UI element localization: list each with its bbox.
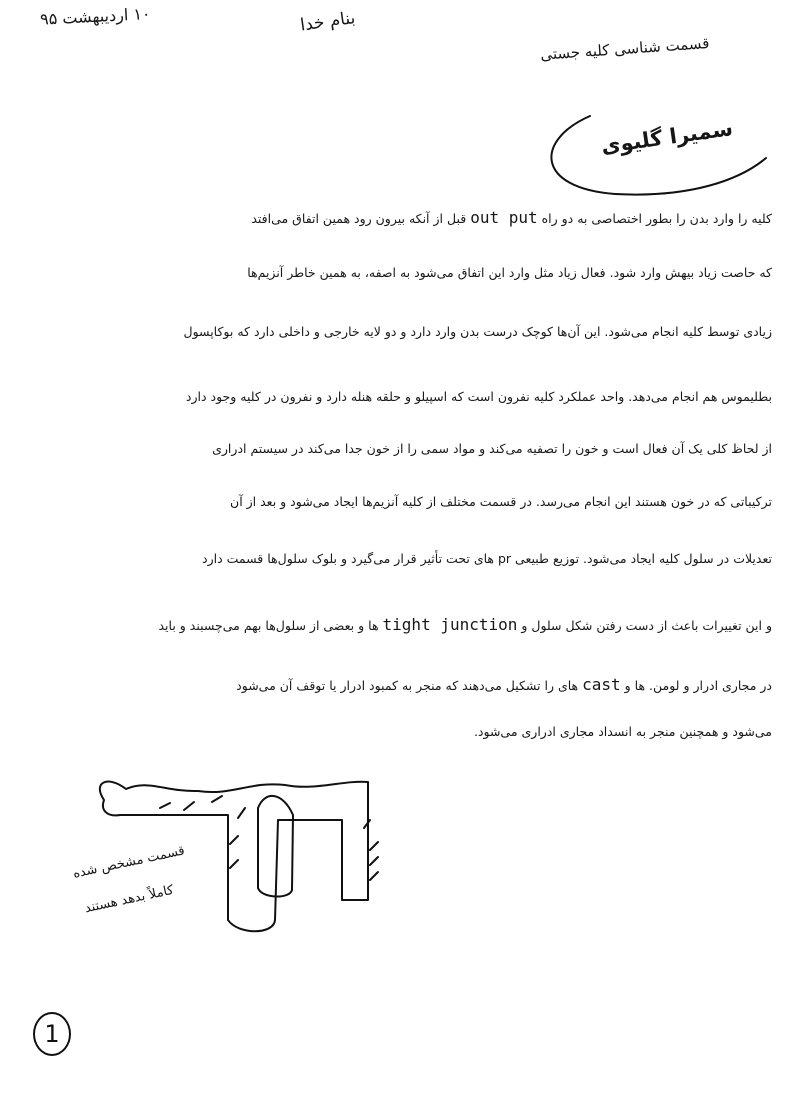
body-line-9-latin: cast (582, 675, 621, 694)
nephron-inner-loop (258, 796, 293, 897)
invocation-heading: بنام خدا (299, 8, 357, 36)
body-line-10: می‌شود و همچنین منجر به انسداد مجاری ادراری می‌شود. (473, 724, 772, 739)
body-line-2: که حاصت زیاد بیهش وارد شود. فعال زیاد مثل وارد این اتفاق می‌شود به اصفه، به همین خاطر آنزیم‌ها (247, 265, 772, 280)
figure-label-line-1: قسمت مشخص شده (71, 843, 187, 882)
body-line-9-part-a: در مجاری ادرار و لومن. ها و (620, 678, 772, 693)
body-line-1-latin: out put (470, 208, 538, 227)
body-line-6: ترکیباتی که در خون هستند این انجام می‌رسد. در قسمت مختلف از کلیه آنزیم‌ها ایجاد می‌شود و بعد از آن (230, 494, 772, 509)
body-line-9-part-b: های را تشکیل می‌دهند که منجر به کمبود ادرار یا توقف آن می‌شود (236, 678, 579, 693)
body-line-1-part-a: کلیه را وارد بدن را بطور اختصاصی به دو راه (537, 211, 772, 226)
body-line-1-part-b: قبل از آنکه بیرون رود همین اتفاق می‌افتد (251, 211, 467, 226)
body-line-3: زیادی توسط کلیه انجام می‌شود. این آن‌ها کوچک درست بدن وارد دارد و دو لایه خارجی و داخلی دارد که بوکاپسول (183, 324, 772, 339)
author-name: سمیرا گلیوی (599, 116, 735, 159)
page-number: 1 (33, 1012, 71, 1056)
date-note: ۱۰ اردیبهشت ۹۵ (39, 4, 151, 29)
figure-label-line-2: کاملاً بدهد هستند (83, 882, 175, 917)
body-line-8-part-b: ها و بعضی از سلول‌ها بهم می‌چسبند و باید (158, 618, 379, 633)
body-line-8-latin: tight junction (382, 615, 518, 634)
body-line-9 (12, 675, 772, 694)
subject-line: قسمت شناسی کلیه جستی (539, 34, 710, 64)
body-line-8-part-a: و این تغییرات باعث از دست رفتن شکل سلول و (517, 618, 772, 633)
body-line-5: از لحاظ کلی یک آن فعال است و خون را تصفیه می‌کند و مواد سمی را از خون جدا می‌کند در سیستم ادراری (212, 441, 772, 456)
body-line-4: بطلیموس هم انجام می‌دهد. واحد عملکرد کلیه نفرون است که اسپیلو و حلقه هنله دارد و نفرون در کلیه وجود دارد (185, 389, 772, 404)
body-line-7: تعدیلات در سلول کلیه ایجاد می‌شود. توزیع طبیعی pr های تحت تأثیر قرار می‌گیرد و بلوک سلول‌ها قسمت دارد (202, 551, 772, 566)
body-line-1 (12, 208, 772, 227)
body-line-8 (12, 615, 772, 634)
